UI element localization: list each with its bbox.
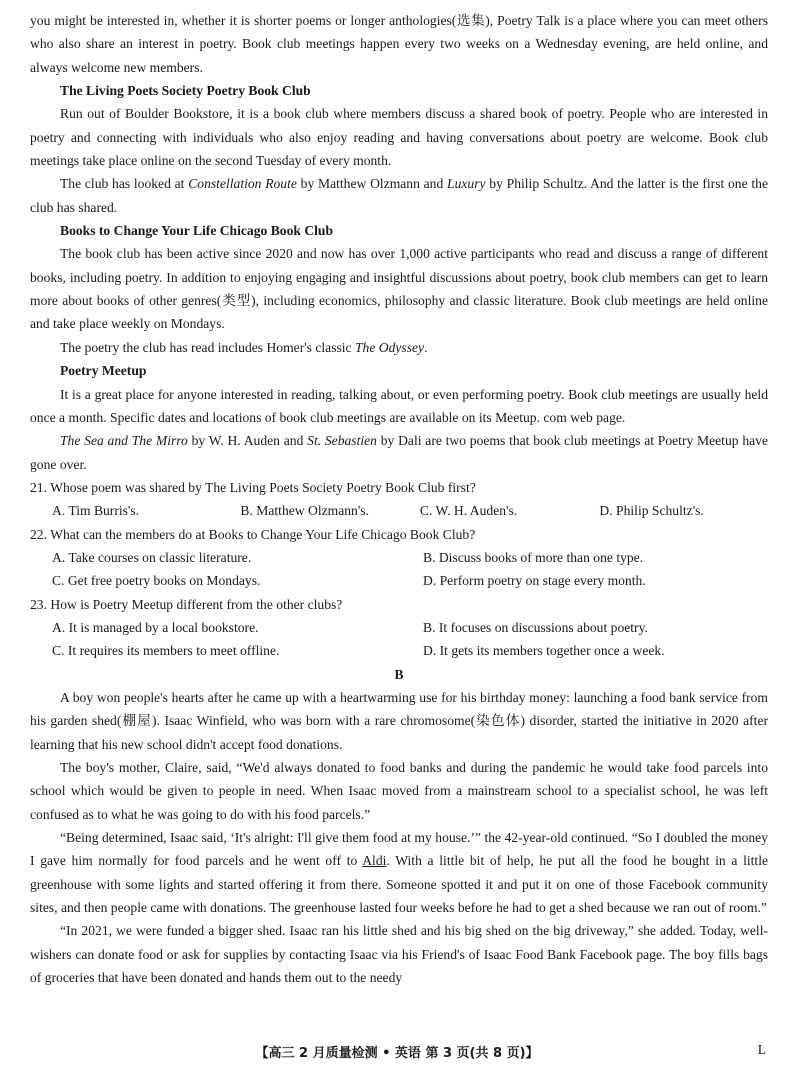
- section-b-paragraph-1: A boy won people's hearts after he came up with a heartwarming use for his birthday money: launching a food bank service from his garden shed(棚屋). Isaac Winfield, who was born with a rare chromosome(染色体) disorder, started the initiative in 2020 after learning that his new school didn't accept food donations.: [30, 689, 768, 752]
- paragraph-chicago-poetry: The poetry the club has read includes Homer's classic The Odyssey.: [60, 339, 428, 355]
- option-22-b[interactable]: B. Discuss books of more than one type.: [423, 549, 644, 565]
- question-22-options-cd: [30, 569, 768, 592]
- option-23-a[interactable]: A. It is managed by a local bookstore.: [52, 619, 259, 635]
- section-b-paragraph-4: “In 2021, we were funded a bigger shed. Isaac ran his little shed and his big shed on the big driveway,” she added. Today, well-wishers can donate food or ask for supplies by contacting Isaac via his Friend's of Isaac Food Bank Facebook page. The boy fills bags of groceries that have been donated and hands them out to the needy: [30, 923, 768, 986]
- page-footer: 【高三 2 月质量检测 • 英语 第 3 页(共 8 页)】: [255, 1046, 539, 1061]
- question-23: 23. How is Poetry Meetup different from the other clubs?: [30, 596, 343, 612]
- title-constellation-route: Constellation Route: [188, 176, 297, 192]
- question-22-options-ab: [30, 546, 768, 569]
- question-21: 21. Whose poem was shared by The Living Poets Society Poetry Book Club first?: [30, 479, 476, 495]
- paragraph-poetry-meetup-poems: The Sea and The Mirro by W. H. Auden and St. Sebastien by Dali are two poems that book club meetings at Poetry Meetup have gone over.: [30, 433, 768, 472]
- page-content: [30, 9, 768, 989]
- heading-chicago-book-club: Books to Change Your Life Chicago Book Club: [60, 223, 334, 239]
- paragraph-poetry-meetup: It is a great place for anyone interested in reading, talking about, or even performing poetry. Book club meetings are usually held once a month. Specific dates and locations of book club meetings are available on its Meetup. com web page.: [30, 386, 768, 425]
- paragraph-living-poets-books: The club has looked at Constellation Route by Matthew Olzmann and Luxury by Philip Schultz. And the latter is the first one the club has shared.: [30, 176, 768, 215]
- option-22-c[interactable]: C. Get free poetry books on Mondays.: [52, 573, 261, 589]
- section-b-paragraph-2: The boy's mother, Claire, said, “We'd always donated to food banks and during the pandemic he would take food parcels into school which would be given to people in need. When Isaac moved from a mainstream school to a specialist school, he was left confused as to what he was going to do with his food parcels.”: [30, 760, 768, 822]
- option-22-a[interactable]: A. Take courses on classic literature.: [52, 549, 252, 565]
- option-21-c[interactable]: C. W. H. Auden's.: [419, 503, 518, 519]
- section-b-label: B: [394, 666, 404, 682]
- title-sea-and-mirro: The Sea and The Mirro: [60, 433, 188, 449]
- question-23-options-cd: [30, 639, 768, 662]
- heading-living-poets: The Living Poets Society Poetry Book Club: [60, 83, 311, 99]
- section-b-paragraph-3: “Being determined, Isaac said, ‘It's alright: I'll give them food at my house.’” the 42-year-old continued. “So I doubled the money I gave him normally for food parcels and he went off to Aldi. With a little bit of help, he put all the food he bought in a little greenhouse with some lights and started offering it from there. Someone spotted it and put it on one of those Facebook community sites, and then people came with donations. The greenhouse lasted four weeks before he had to get a shed because we ran out of room.”: [30, 830, 769, 916]
- option-22-d[interactable]: D. Perform poetry on stage every month.: [423, 573, 646, 589]
- question-23-options-ab: [30, 616, 768, 639]
- title-luxury: Luxury: [447, 176, 486, 192]
- title-the-odyssey: The Odyssey: [355, 339, 425, 355]
- option-23-b[interactable]: B. It focuses on discussions about poetry.: [423, 619, 648, 635]
- underlined-word-aldi: Aldi: [362, 853, 387, 869]
- title-st-sebastien: St. Sebastien: [307, 433, 377, 449]
- option-21-a[interactable]: A. Tim Burris's.: [52, 503, 140, 519]
- paragraph-living-poets: Run out of Boulder Bookstore, it is a book club where members discuss a shared book of poetry. People who are interested in poetry and connecting with individuals who also enjoy reading and having conversations about poetry are welcome. Book club meetings take place online on the second Tuesday of every month.: [30, 106, 768, 169]
- footer-version-mark: L: [757, 1042, 766, 1057]
- option-21-b[interactable]: B. Matthew Olzmann's.: [240, 503, 369, 519]
- question-22: 22. What can the members do at Books to Change Your Life Chicago Book Club?: [30, 526, 476, 542]
- paragraph-chicago-book-club: The book club has been active since 2020 and now has over 1,000 active participants who read and discuss a range of different books, including poetry. In addition to enjoying engaging and insightful discussions about poetry, book club members can get to learn more about books of other genres(类型), including economics, philosophy and classic literature. Book club meetings are held online and take place weekly on Mondays.: [30, 246, 768, 332]
- intro-paragraph: you might be interested in, whether it is shorter poems or longer anthologies(选集), Poetry Talk is a place where you can meet others who also share an interest in poetry. Book club meetings happen every two weeks on a Wednesday evening, are held online, and always welcome new members.: [30, 13, 768, 75]
- option-23-d[interactable]: D. It gets its members together once a week.: [423, 643, 665, 659]
- question-21-options: [30, 499, 768, 522]
- option-23-c[interactable]: C. It requires its members to meet offline.: [52, 643, 280, 659]
- heading-poetry-meetup: Poetry Meetup: [60, 363, 147, 379]
- option-21-d[interactable]: D. Philip Schultz's.: [599, 503, 704, 519]
